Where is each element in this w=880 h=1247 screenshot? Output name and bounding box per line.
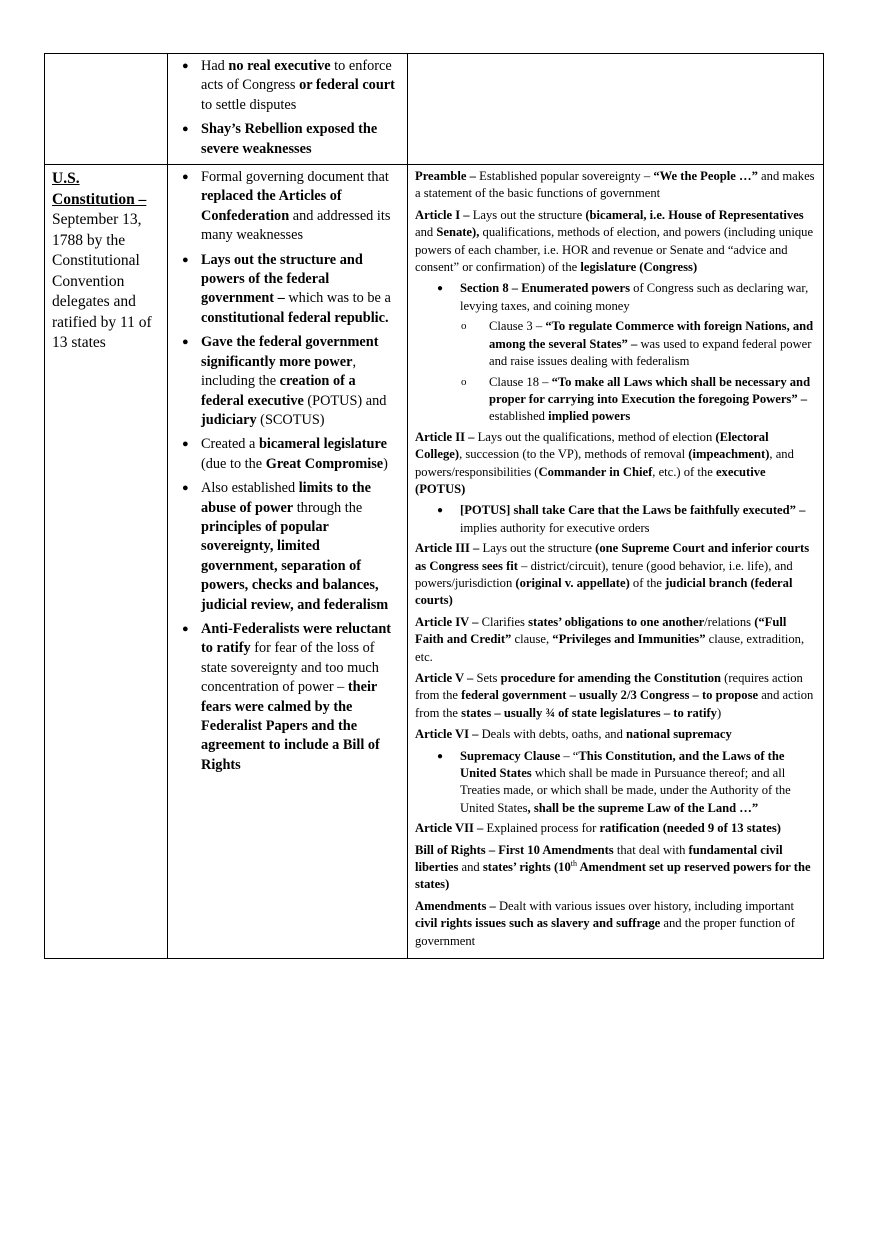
list-item: ● Had no real executive to enforce acts of Congress or federal court to settle disputes (176, 57, 399, 115)
detail-list-item: ● [POTUS] shall take Care that the Laws be faithfully executed” – implies authority for executive orders (423, 502, 817, 537)
detail-paragraph: Article VII – Explained process for ratification (needed 9 of 13 states) (415, 821, 781, 836)
notes-table (44, 53, 824, 959)
detail-list-item: o Clause 3 – “To regulate Commerce with foreign Nations, and among the several States” – was used to expand federal power and raise issues dealing with federalism (459, 318, 817, 370)
detail-paragraph: Bill of Rights – First 10 Amendments that deal with fundamental civil liberties and states’ rights (10th Amendment set up reserved powers for the states) (415, 842, 811, 892)
detail-list-item: ● Section 8 – Enumerated powers of Congress such as declaring war, levying taxes, and coining money (423, 280, 817, 315)
row2-bullet-list (176, 168, 399, 775)
list-item: ● Created a bicameral legislature (due to the Great Compromise) (176, 435, 399, 474)
row1-detail-cell (408, 54, 824, 165)
table-row-constitution (45, 165, 824, 959)
detail-paragraph: Article V – Sets procedure for amending the Constitution (requires action from the federal government – usually 2/3 Congress – to propose and action from the states – usually ¾ of state legislatures – to ratify) (415, 671, 814, 720)
detail-list-item: o Clause 18 – “To make all Laws which shall be necessary and proper for carrying into Execution the foregoing Powers” – established implied powers (459, 374, 817, 426)
detail-paragraph: Article II – Lays out the qualifications, method of election (Electoral College), succession (to the VP), methods of removal (impeachment), and powers/responsibilities (Commander in Chief, etc.) of the executive (POTUS) (415, 429, 794, 496)
row2-detail-list (415, 168, 817, 950)
list-item: ● Also established limits to the abuse of power through the principles of popular sovereignty, limited government, separation of powers, checks and balances, judicial review, and federalism (176, 479, 399, 615)
detail-paragraph: Preamble – Established popular sovereignty – “We the People …” and makes a statement of the basic functions of government (415, 169, 815, 201)
row1-topic-cell (45, 54, 168, 165)
row2-summary-cell (168, 165, 408, 959)
topic-subtitle: September 13, 1788 by the Constitutional Convention delegates and ratified by 11 of 13 states (52, 211, 152, 352)
detail-paragraph: Amendments – Dealt with various issues over history, including important civil rights issues such as slavery and suffrage and the proper function of government (415, 898, 795, 948)
detail-paragraph: Article I – Lays out the structure (bicameral, i.e. House of Representatives and Senate), qualifications, methods of election, and powers (including unique powers of each chamber, i.e. HOR and revenue or Senate and “advice and consent” or confirmation) of the legislature (Congress) (415, 207, 814, 275)
list-item: ● Shay’s Rebellion exposed the severe weaknesses (176, 120, 399, 159)
row1-bullet-list (176, 57, 399, 159)
list-item: ● Formal governing document that replaced the Articles of Confederation and addressed its many weaknesses (176, 168, 399, 246)
list-item: ● Lays out the structure and powers of the federal government – which was to be a constitutional federal republic. (176, 251, 399, 329)
detail-paragraph: Article III – Lays out the structure (one Supreme Court and inferior courts as Congress sees fit – district/circuit), tenure (good behavior, i.e. life), and powers/jurisdiction (original v. appellate) of the judicial branch (federal courts) (415, 541, 810, 608)
table-row-articles (45, 54, 824, 165)
row2-topic-cell (45, 165, 168, 959)
list-item: ● Gave the federal government significantly more power, including the creation of a federal executive (POTUS) and judiciary (SCOTUS) (176, 333, 399, 430)
detail-list-item: ● Supremacy Clause – “This Constitution, and the Laws of the United States which shall be made in Pursuance thereof; and all Treaties made, or which shall be made, under the Authority of the United States, shall be the supreme Law of the Land …” (423, 748, 817, 818)
topic-title: U.S. Constitution – (52, 170, 147, 208)
detail-paragraph: Article VI – Deals with debts, oaths, and national supremacy (415, 727, 732, 742)
row2-detail-cell (408, 165, 824, 959)
list-item: ● Anti-Federalists were reluctant to ratify for fear of the loss of state sovereignty and too much concentration of power – their fears were calmed by the Federalist Papers and the agreement to include a Bill of Rights (176, 620, 399, 775)
detail-paragraph: Article IV – Clarifies states’ obligations to one another/relations (“Full Faith and Credit” clause, “Privileges and Immunities” clause, extradition, etc. (415, 614, 805, 664)
row1-summary-cell (168, 54, 408, 165)
